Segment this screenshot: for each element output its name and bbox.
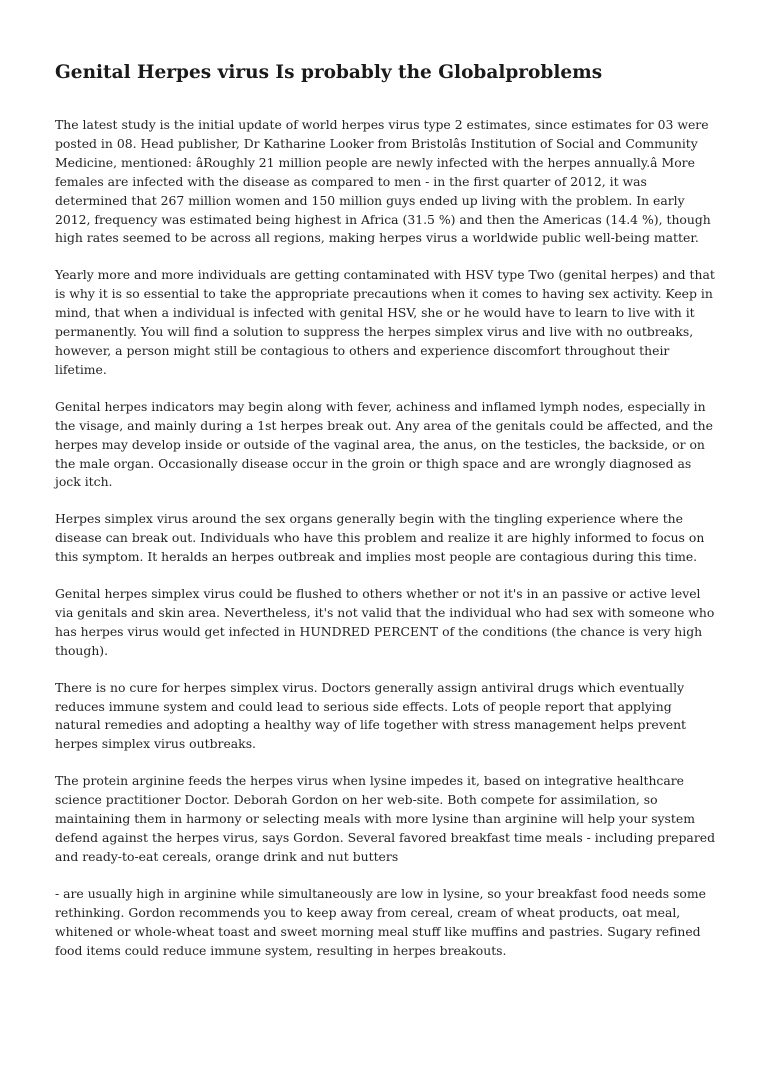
paragraph-8: - are usually high in arginine while simultaneously are low in lysine, so your breakfast food needs some rethinking. Gordon recommends you to keep away from cereal, cream of wheat products, oat meal, whitened or whole-wheat toast and sweet morning meal stuff like muffins and pastries. Sugary refined food items could reduce immune system, resulting in herpes breakouts.	[55, 885, 706, 958]
paragraph-4: Herpes simplex virus around the sex organs generally begin with the tingling experience where the disease can break out. Individuals who have this problem and realize it are highly informed to focus on this symptom. It heralds an herpes outbreak and implies most people are contagious during this time.	[55, 511, 705, 565]
paragraph-3: Genital herpes indicators may begin along with fever, achiness and inflamed lymph nodes, especially in the visage, and mainly during a 1st herpes break out. Any area of the genitals could be affected, and the herpes may develop inside or outside of the vaginal area, the anus, on the testicles, the backside, or on the male organ. Occasionally disease occur in the groin or thigh space and are wrongly diagnosed as jock itch.	[55, 398, 713, 490]
document-title: Genital Herpes virus Is probably the Globalproblems	[55, 62, 603, 83]
paragraph-1: The latest study is the initial update of world herpes virus type 2 estimates, since estimates for 03 were posted in 08. Head publisher, Dr Katharine Looker from Bristolâs Institution of Social and Community Medicine, mentioned: âRoughly 21 million people are newly infected with the herpes annually.â More females are infected with the disease as compared to men - in the first quarter of 2012, it was determined that 267 million women and 150 million guys ended up living with the problem. In early 2012, frequency was estimated being highest in Africa (31.5 %) and then the Americas (14.4 %), though high rates seemed to be across all regions, making herpes virus a worldwide public well-being matter.	[55, 117, 711, 246]
paragraph-7: The protein arginine feeds the herpes virus when lysine impedes it, based on integrative healthcare science practitioner Doctor. Deborah Gordon on her web-site. Both compete for assimilation, so maintaining them in harmony or selecting meals with more lysine than arginine will help your system defend against the herpes virus, says Gordon. Several favored breakfast time meals - including prepared and ready-to-eat cereals, orange drink and nut butters	[55, 773, 716, 864]
document-page	[55, 60, 715, 978]
paragraph-6: There is no cure for herpes simplex virus. Doctors generally assign antiviral drugs which eventually reduces immune system and could lead to serious side effects. Lots of people report that applying natural remedies and adopting a healthy way of life together with stress management helps prevent herpes simplex virus outbreaks.	[55, 679, 687, 752]
paragraph-2: Yearly more and more individuals are getting contaminated with HSV type Two (genital herpes) and that is why it is so essential to take the appropriate precautions when it comes to having sex activity. Keep in mind, that when a individual is infected with genital HSV, she or he would have to learn to live with it permanently. You will find a solution to suppress the herpes simplex virus and live with no outbreaks, however, a person might still be contagious to others and experience discomfort throughout their lifetime.	[55, 267, 715, 377]
paragraph-5: Genital herpes simplex virus could be flushed to others whether or not it's in an passive or active level via genitals and skin area. Nevertheless, it's not valid that the individual who had sex with someone who has herpes virus would get infected in HUNDRED PERCENT of the conditions (the chance is very high though).	[55, 586, 715, 658]
